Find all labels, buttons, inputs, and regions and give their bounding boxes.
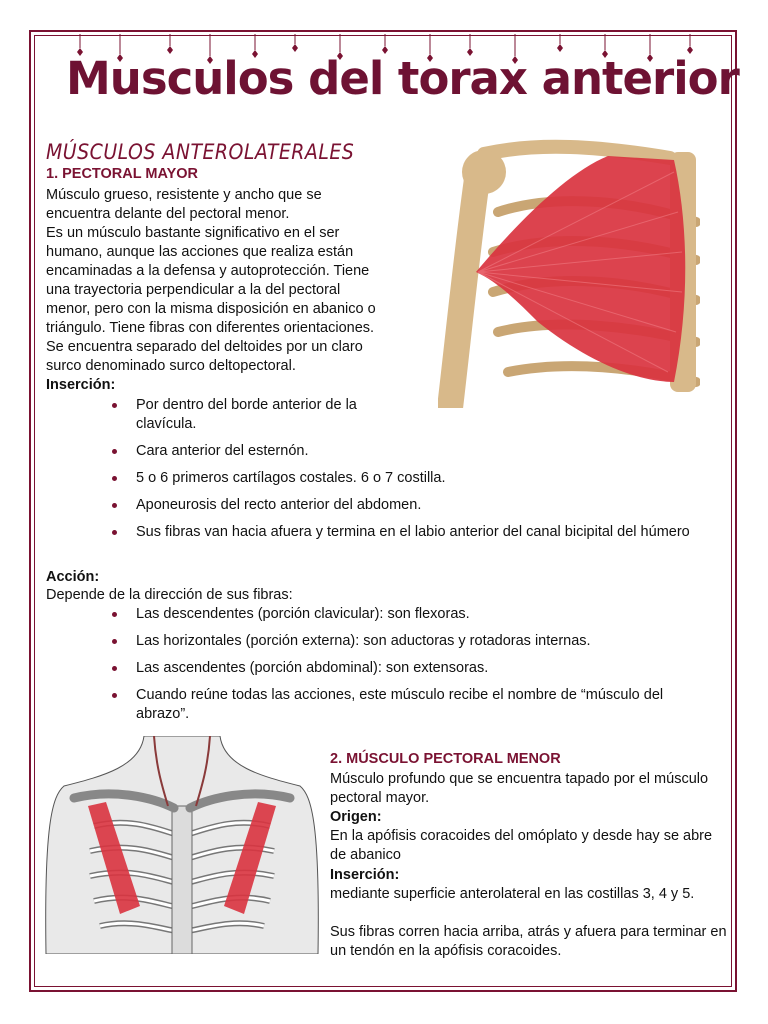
origen-label: Origen: xyxy=(330,809,382,825)
accion-list xyxy=(112,605,712,724)
pectoral-mayor-heading: 1. PECTORAL MAYOR xyxy=(46,166,199,182)
description-line: humano, aunque las acciones que realiza están xyxy=(46,244,354,260)
description-line: surco denominado surco deltopectoral. xyxy=(46,358,296,374)
accion-label: Acción: xyxy=(46,569,100,585)
list-item: Cuando reúne todas las acciones, este músculo recibe el nombre de “músculo del abrazo”. xyxy=(112,686,712,724)
insercion-list xyxy=(112,396,712,542)
list-item: Sus fibras van hacia afuera y termina en el labio anterior del canal bicipital del húmero xyxy=(112,523,712,542)
pectoral-menor-heading: 2. MÚSCULO PECTORAL MENOR xyxy=(330,751,561,767)
fibras-text: Sus fibras corren hacia arriba, atrás y afuera para terminar en un tendón en la apófisis coracoides. xyxy=(330,924,727,959)
list-item: Las descendentes (porción clavicular): son flexoras. xyxy=(112,605,712,624)
list-item: Aponeurosis del recto anterior del abdomen. xyxy=(112,496,712,515)
list-item: Las ascendentes (porción abdominal): son extensoras. xyxy=(112,659,712,678)
description-line: Se encuentra separado del deltoides por un claro xyxy=(46,339,363,355)
origen-text: En la apófisis coracoides del omóplato y desde hay se abre de abanico xyxy=(330,828,713,863)
page-title: Musculos del torax anterior xyxy=(66,52,739,105)
description-line: Músculo grueso, resistente y ancho que se xyxy=(46,187,322,203)
pectoral-mayor-description xyxy=(46,186,436,376)
list-item: 5 o 6 primeros cartílagos costales. 6 o 7 costilla. xyxy=(112,469,712,488)
description-line: encaminadas a la defensa y autoprotección. Tiene xyxy=(46,263,370,279)
description-line: Es un músculo bastante significativo en el ser xyxy=(46,225,340,241)
pectoral-mayor-illustration xyxy=(438,132,700,408)
description-line: encuentra delante del pectoral menor. xyxy=(46,206,290,222)
description-line: menor, pero con la misma disposición en abanico o xyxy=(46,301,376,317)
description-line: una trayectoria perpendicular a la del pectoral xyxy=(46,282,341,298)
section-title: MÚSCULOS ANTEROLATERALES xyxy=(46,140,355,164)
list-item: Cara anterior del esternón. xyxy=(112,442,712,461)
list-item: Las horizontales (porción externa): son aductoras y rotadoras internas. xyxy=(112,632,712,651)
insercion-menor-text: mediante superficie anterolateral en las costillas 3, 4 y 5. xyxy=(330,886,695,902)
insercion-menor-label: Inserción: xyxy=(330,867,400,883)
pectoral-menor-illustration xyxy=(44,736,320,954)
list-item: Por dentro del borde anterior de la clavícula. xyxy=(112,396,406,434)
pectoral-menor-description: Músculo profundo que se encuentra tapado por el músculo pectoral mayor. xyxy=(330,771,709,806)
insercion-label: Inserción: xyxy=(46,377,116,393)
description-line: triángulo. Tiene fibras con diferentes orientaciones. xyxy=(46,320,375,336)
accion-intro: Depende de la dirección de sus fibras: xyxy=(46,587,293,603)
